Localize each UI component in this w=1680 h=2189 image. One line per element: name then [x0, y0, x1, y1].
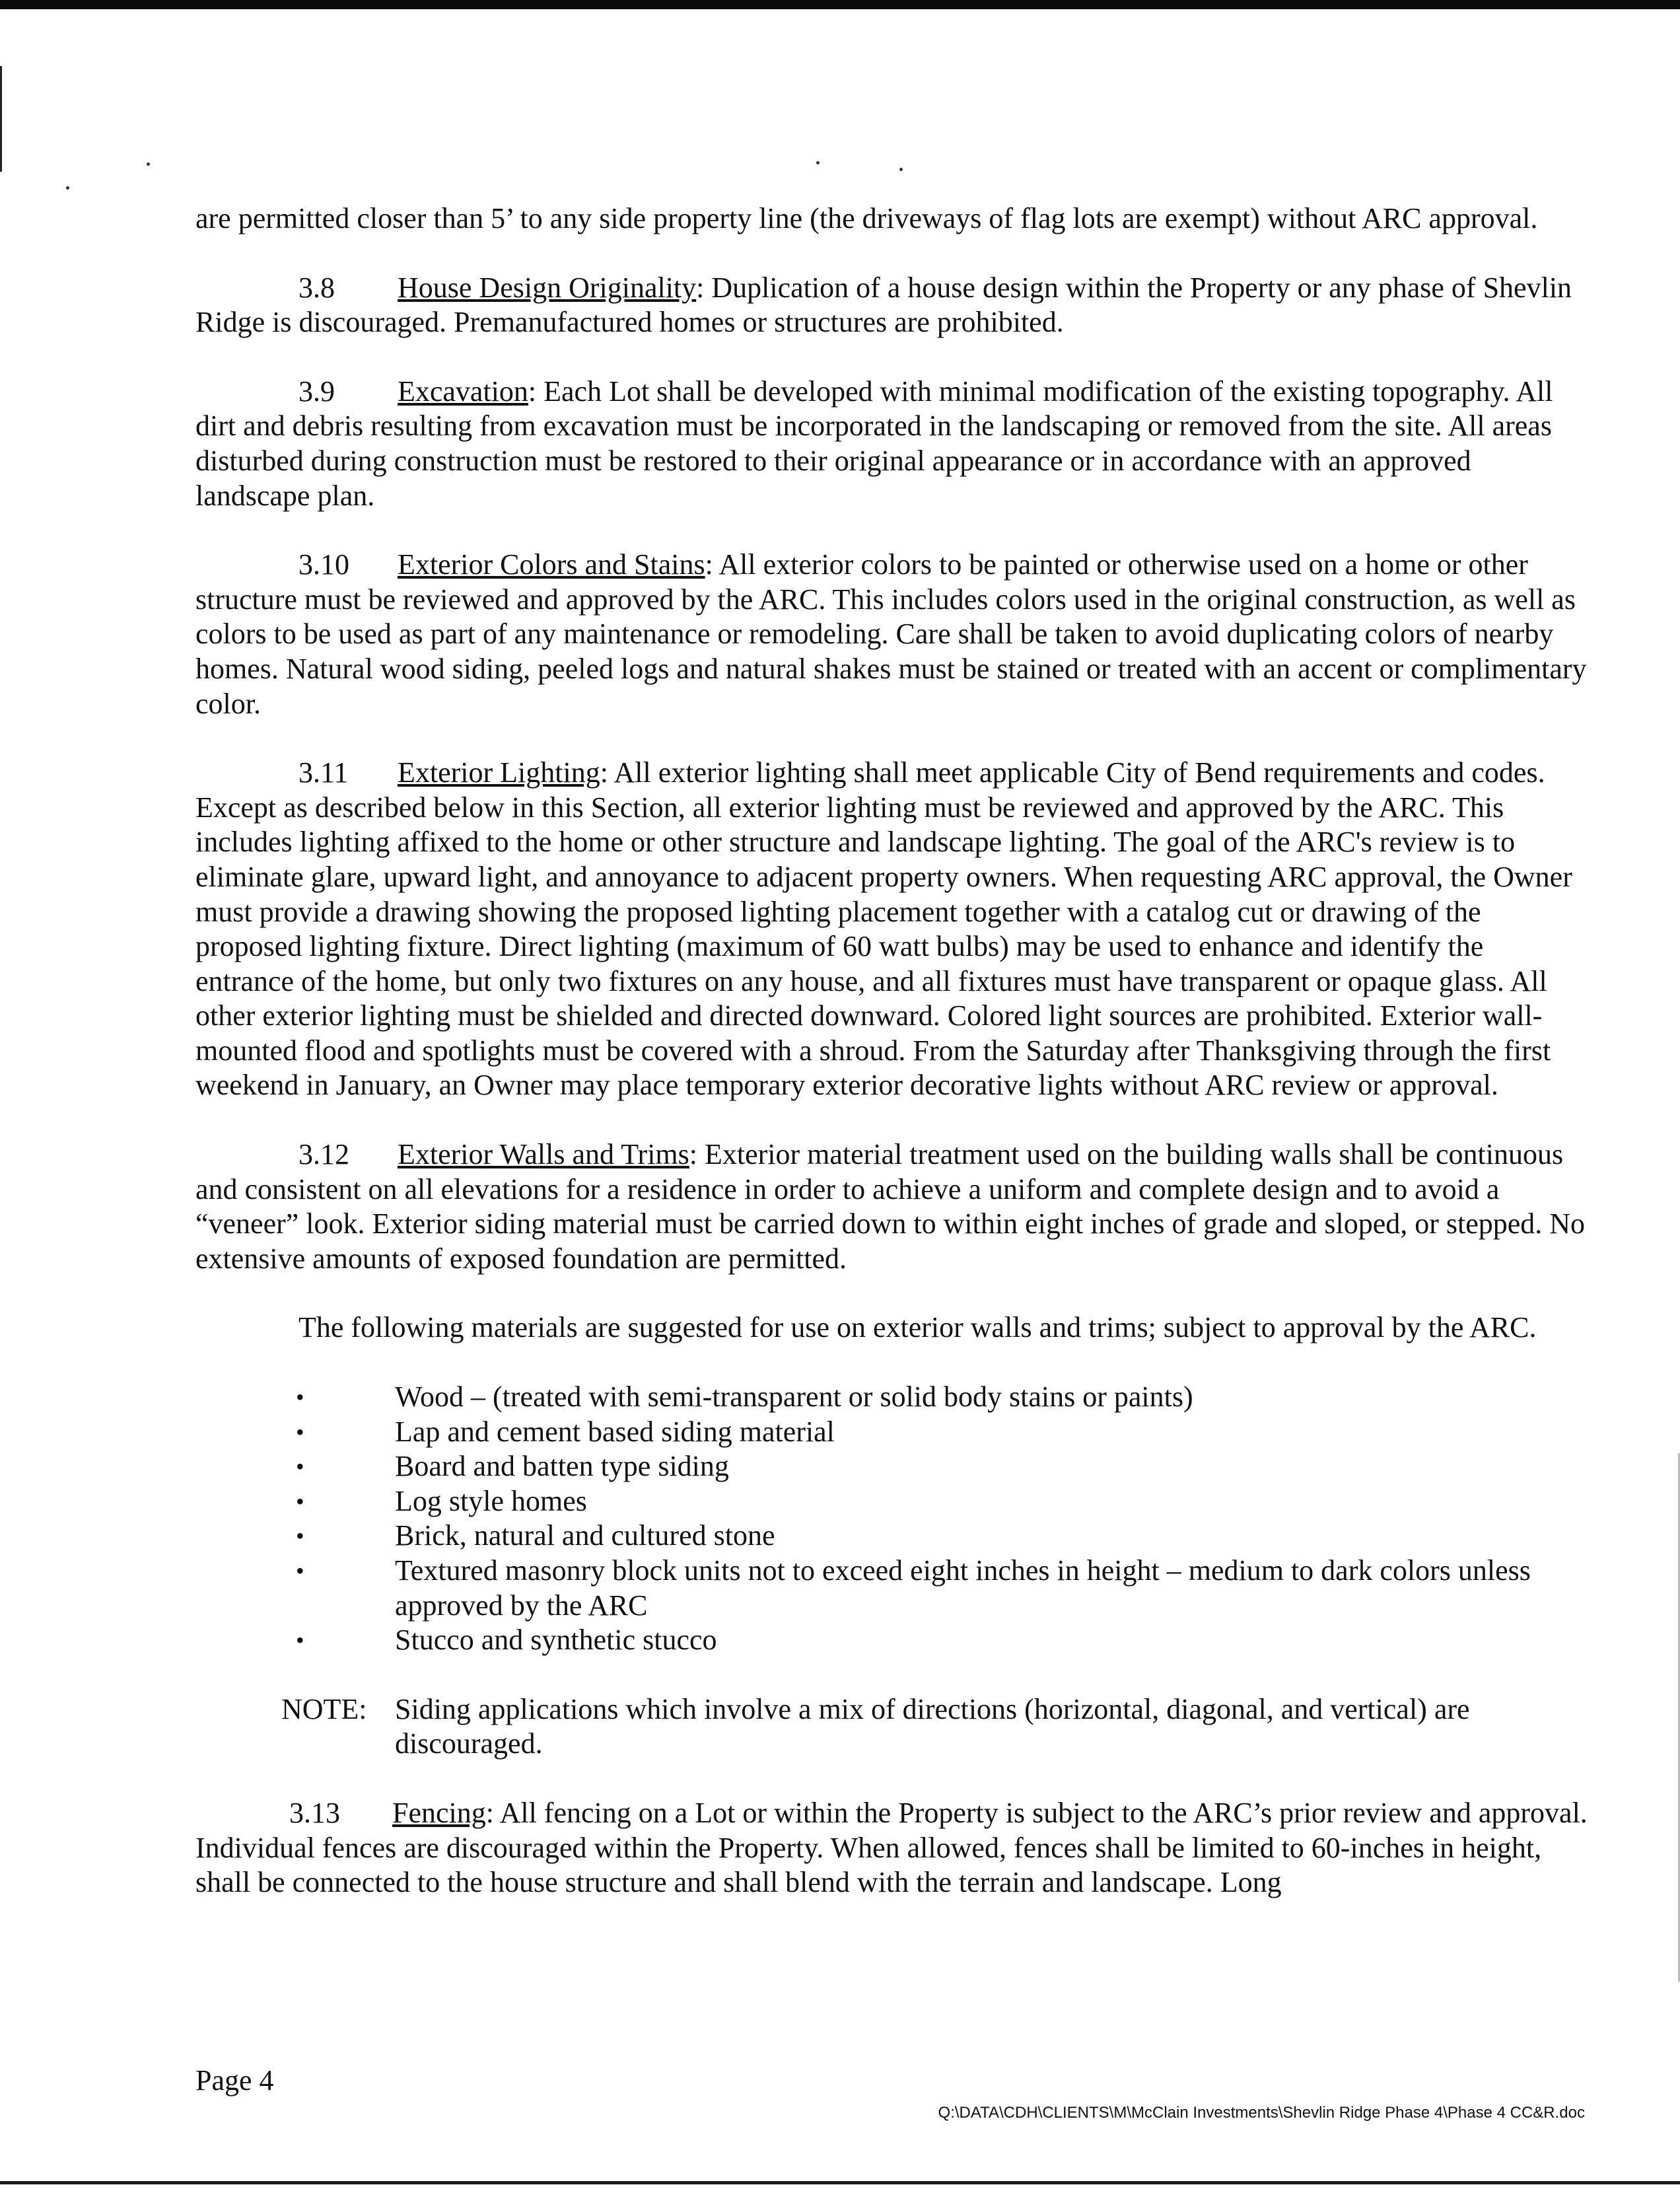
scan-border-bottom — [0, 2181, 1680, 2184]
scan-edge-mark — [0, 66, 2, 172]
list-item — [195, 1449, 1589, 1484]
section-heading: Exterior Lighting — [398, 756, 600, 789]
list-item-text: Lap and cement based siding material — [395, 1415, 835, 1448]
bullet-icon: • — [296, 1453, 304, 1480]
section-number: 3.8 — [298, 271, 335, 304]
list-item-text: Textured masonry block units not to exceed eight inches in height – medium to dark colors unless approved by the ARC — [395, 1554, 1531, 1622]
list-item — [195, 1554, 1589, 1623]
section-3-9 — [195, 375, 1589, 513]
continuation-paragraph: are permitted closer than 5’ to any side property line (the driveways of flag lots are exempt) without ARC approval. — [195, 202, 1538, 234]
siding-note — [195, 1692, 1589, 1762]
section-3-12 — [195, 1137, 1589, 1276]
bullet-icon: • — [296, 1627, 304, 1654]
materials-list — [195, 1380, 1589, 1658]
note-text: Siding applications which involve a mix of directions (horizontal, diagonal, and vertical) are discouraged. — [395, 1692, 1470, 1760]
section-heading: House Design Originality — [398, 271, 697, 304]
section-number: 3.10 — [298, 548, 349, 581]
section-body: : Duplication of a house design within the Property or any phase of Shevlin Ridge is discouraged. Premanufactured homes or structures are prohibited. — [195, 271, 1572, 339]
section-3-13 — [195, 1796, 1589, 1900]
section-heading: Fencing — [392, 1796, 486, 1829]
list-item — [195, 1380, 1589, 1415]
section-body: : All fencing on a Lot or within the Property is subject to the ARC’s prior review and approval. Individual fences are discouraged within the Property. When allowed, fences shall be limited to 60-inches in height, shall be connected to the house structure and shall blend with the terrain and landscape. Long — [195, 1796, 1588, 1899]
suggested-materials-intro — [195, 1310, 1589, 1346]
bullet-icon: • — [296, 1523, 304, 1550]
section-heading: Exterior Walls and Trims — [398, 1138, 689, 1171]
bullet-icon: • — [296, 1384, 304, 1411]
section-heading: Excavation — [398, 375, 528, 408]
note-label: NOTE: — [281, 1692, 367, 1725]
section-number: 3.13 — [289, 1796, 340, 1829]
section-3-11 — [195, 756, 1589, 1103]
list-item — [195, 1519, 1589, 1554]
section-body: : All exterior lighting shall meet applicable City of Bend requirements and codes. Except as described below in this Section, all exterior lighting must be reviewed and approved by the ARC. This includes lighting affixed to the home or other structure and landscape lighting. The goal of the ARC's review is to eliminate glare, upward light, and annoyance to adjacent property owners. When requesting ARC approval, the Owner must provide a drawing showing the proposed lighting placement together with a catalog cut or drawing of the proposed lighting fixture. Direct lighting (maximum of 60 watt bulbs) may be used to enhance and identify the entrance of the home, but only two fixtures on any house, and all fixtures must have transparent or opaque glass. All other exterior lighting must be shielded and directed downward. Colored light sources are prohibited. Exterior wall-mounted flood and spotlights must be covered with a shroud. From the Saturday after Thanksgiving through the first weekend in January, an Owner may place temporary exterior decorative lights without ARC review or approval. — [195, 756, 1572, 1102]
page-number: Page 4 — [195, 2064, 274, 2097]
scan-speck — [66, 186, 69, 190]
section-number: 3.9 — [298, 375, 335, 408]
list-item-text: Brick, natural and cultured stone — [395, 1519, 775, 1552]
bullet-icon: • — [296, 1418, 304, 1445]
list-item-text: Log style homes — [395, 1484, 587, 1517]
list-item — [195, 1623, 1589, 1658]
file-path-footer: Q:\DATA\CDH\CLIENTS\M\McClain Investments\Shevlin Ridge Phase 4\Phase 4 CC&R.doc — [938, 2104, 1585, 2122]
list-item-text: Board and batten type siding — [395, 1450, 729, 1483]
list-item-text: Stucco and synthetic stucco — [395, 1624, 717, 1657]
scan-border-top — [0, 0, 1680, 9]
section-body: : Each Lot shall be developed with minimal modification of the existing topography. All dirt and debris resulting from excavation must be incorporated in the landscaping or removed from the site. All areas disturbed during construction must be restored to their original appearance or in accordance with an approved landscape plan. — [195, 375, 1553, 512]
scan-speck — [147, 162, 150, 166]
section-number: 3.11 — [298, 756, 349, 789]
scan-speck — [899, 168, 903, 171]
list-item — [195, 1415, 1589, 1450]
scan-speck — [816, 161, 820, 164]
bullet-icon: • — [296, 1558, 304, 1584]
section-3-10 — [195, 548, 1589, 721]
section-heading: Exterior Colors and Stains — [398, 548, 705, 581]
list-item — [195, 1484, 1589, 1519]
suggested-materials-text: The following materials are suggested for use on exterior walls and trims; subject to approval by the ARC. — [298, 1311, 1537, 1344]
bullet-icon: • — [296, 1488, 304, 1515]
section-body: : Exterior material treatment used on the building walls shall be continuous and consistent on all elevations for a residence in order to achieve a uniform and complete design and to avoid a “veneer” look. Exterior siding material must be carried down to within eight inches of grade and sloped, or stepped. No extensive amounts of exposed foundation are permitted. — [195, 1138, 1586, 1275]
section-body: : All exterior colors to be painted or otherwise used on a home or other structure must be reviewed and approved by the ARC. This includes colors used in the original construction, as well as colors to be used as part of any maintenance or remodeling. Care shall be taken to avoid duplicating colors of nearby homes. Natural wood siding, peeled logs and natural shakes must be stained or treated with an accent or complimentary color. — [195, 548, 1587, 720]
section-3-8 — [195, 271, 1589, 340]
document-body — [195, 201, 1589, 1900]
section-number: 3.12 — [298, 1138, 349, 1171]
list-item-text: Wood – (treated with semi-transparent or solid body stains or paints) — [395, 1381, 1193, 1414]
